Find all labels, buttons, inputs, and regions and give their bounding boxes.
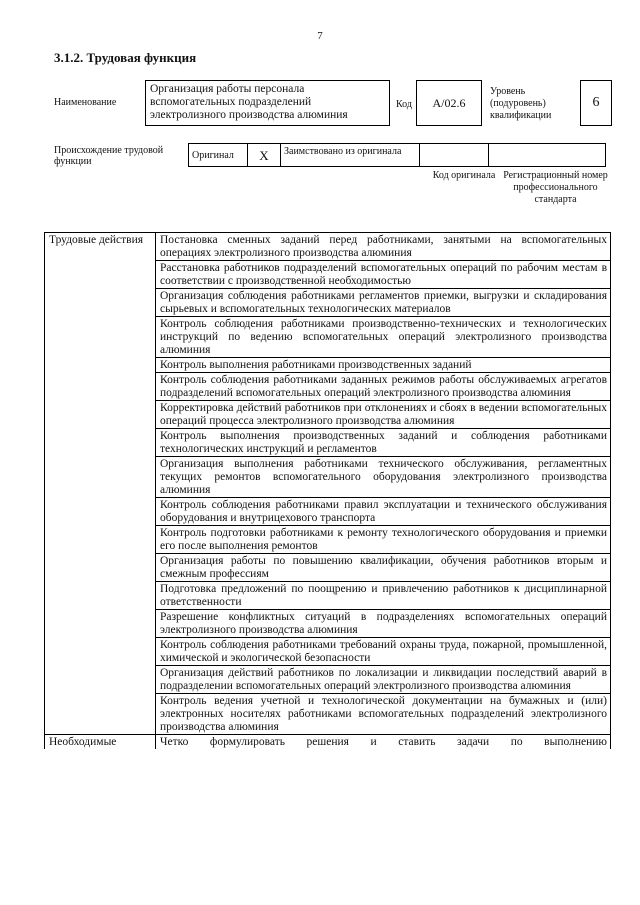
name-label: Наименование — [54, 97, 117, 108]
actions-label: Трудовые действия — [45, 233, 156, 735]
action-item: Организация работы по повышению квалификации, обучения работников вторым и смежным профессиям — [156, 554, 611, 582]
action-item: Контроль подготовки работниками к ремонту технологического оборудования и приемки его после выполнения ремонтов — [156, 526, 611, 554]
action-item: Подготовка предложений по поощрению и привлечению работников к дисциплинарной ответственности — [156, 582, 611, 610]
section-title: 3.1.2. Трудовая функция — [54, 50, 197, 65]
action-item: Разрешение конфликтных ситуаций в подразделениях вспомогательных операций электролизного производства алюминия — [156, 610, 611, 638]
origin-label: Происхождение трудовой функции — [54, 145, 164, 167]
original-code-cell — [419, 143, 489, 167]
reg-number-cell — [488, 143, 606, 167]
action-item: Организация выполнения работниками технического обслуживания, регламентных текущих ремонтов вспомогательного оборудования электролизного производства алюминия — [156, 457, 611, 498]
action-item: Организация действий работников по локализации и ликвидации последствий аварий в подразделении вспомогательных операций электролизного производства алюминия — [156, 666, 611, 694]
action-item: Контроль выполнения работниками производственных заданий — [156, 358, 611, 373]
reg-number-caption: Регистрационный номер профессионального стандарта — [503, 170, 608, 205]
table-row — [45, 233, 611, 261]
level-label: Уровень (подуровень) квалификации — [490, 86, 552, 121]
labor-actions-table — [44, 232, 611, 749]
skills-label: Необходимые — [45, 735, 156, 750]
borrowed-cell: Заимствовано из оригинала — [280, 143, 420, 167]
action-item: Постановка сменных заданий перед работниками, занятыми на вспомогательных операциях электролизного производства алюминия — [156, 233, 611, 261]
original-cell: Оригинал — [188, 143, 248, 167]
action-item: Контроль соблюдения работниками заданных режимов работы обслуживаемых агрегатов подразделений вспомогательных операций электролизного производства алюминия — [156, 373, 611, 401]
table-row — [45, 735, 611, 750]
action-item: Контроль соблюдения работниками правил эксплуатации и технического обслуживания оборудования и внутрицехового транспорта — [156, 498, 611, 526]
original-code-caption: Код оригинала — [432, 170, 496, 181]
origin-row — [188, 143, 608, 167]
original-mark: X — [247, 143, 281, 167]
action-item: Контроль ведения учетной и технологической документации на бумажных и (или) электронных носителях работниками вспомогательных подразделений электролизного производства алюминия — [156, 694, 611, 735]
action-item: Контроль соблюдения работниками производственно-технических и технологических инструкций по ведению вспомогательных операций электролизного производства алюминия — [156, 317, 611, 358]
action-item: Контроль выполнения производственных заданий и соблюдения работниками технологических инструкций и регламентов — [156, 429, 611, 457]
action-item: Расстановка работников подразделений вспомогательных операций по рабочим местам в соответствии с производственной необходимостью — [156, 261, 611, 289]
action-item: Контроль соблюдения работниками требований охраны труда, пожарной, промышленной, химической и экологической безопасности — [156, 638, 611, 666]
level-box: 6 — [580, 80, 612, 126]
page-number: 7 — [317, 30, 323, 42]
action-item: Корректировка действий работников при отклонениях и сбоях в ведении вспомогательных операций процесса электролизного производства алюминия — [156, 401, 611, 429]
skill-item: Четко формулировать решения и ставить задачи по выполнению — [156, 735, 611, 750]
function-name-box: Организация работы персонала вспомогательных подразделений электролизного производства алюминия — [145, 80, 390, 126]
code-box: А/02.6 — [416, 80, 482, 126]
code-label: Код — [396, 99, 412, 110]
action-item: Организация соблюдения работниками регламентов приемки, выгрузки и складирования сырьевых и вспомогательных технологических материалов — [156, 289, 611, 317]
